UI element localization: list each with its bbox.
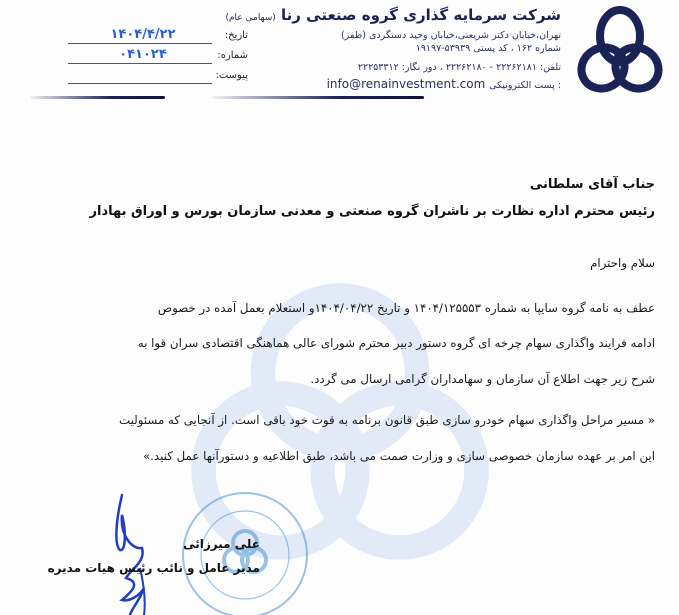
date-label: تاریخ: bbox=[224, 30, 248, 41]
paragraph1-line3: شرح زیر جهت اطلاع آن سازمان و سهامداران گرامی ارسال می گردد. bbox=[310, 372, 655, 386]
attachment-underline bbox=[68, 83, 212, 84]
date-value: ۱۴۰۴/۴/۲۲ bbox=[110, 27, 176, 42]
attachment-field bbox=[68, 70, 248, 88]
number-underline bbox=[68, 63, 212, 64]
date-field bbox=[68, 27, 248, 48]
recipient-name: جناب آقای سلطانی bbox=[529, 177, 655, 192]
paragraph1-line1: عطف به نامه گروه سایپا به شماره ۱۴۰۴/۱۲۵۵۵۳ و تاریخ ۱۴۰۴/۰۴/۲۲و استعلام بعمل آمده در خصوص bbox=[157, 301, 655, 315]
number-value: ۰۴۱۰۲۴ bbox=[119, 47, 167, 62]
email-label: پست الکترونیکی : bbox=[489, 80, 561, 91]
number-field bbox=[68, 47, 248, 68]
company-logo-icon bbox=[565, 2, 675, 102]
signatory-title: مدیر عامل و نائب رئیس هیات مدیره bbox=[47, 561, 260, 575]
paragraph1-line2: ادامه فرایند واگذاری سهام چرخه ای گروه دستور دبیر محترم شورای عالی هماهنگی اقتصادی سران قوا به bbox=[137, 336, 655, 350]
header-divider-left bbox=[30, 96, 165, 99]
paragraph2-line2: این امر بر عهده سازمان خصوصی سازی و وزارت صمت می باشد، طبق اطلاعیه و دستورآنها عمل کنید.» bbox=[142, 449, 655, 463]
address-line-2: شماره ۱۶۲ ، کد پستی ۵۳۹۳۹-۱۹۱۹۷ bbox=[415, 43, 561, 54]
number-label: شماره: bbox=[217, 50, 248, 61]
header-divider-right bbox=[212, 96, 424, 99]
address-line-1: تهران،خیابان دکتر شریعتی،خیابان وحید دستگردی (ظفر) bbox=[340, 30, 561, 41]
date-underline bbox=[68, 43, 212, 44]
recipient-title: رئیس محترم اداره نظارت بر ناشران گروه صنعتی و معدنی سازمان بورس و اوراق بهادار bbox=[89, 204, 655, 219]
email-address[interactable]: info@renainvestment.com bbox=[326, 77, 486, 91]
phone-line: تلفن: ۲۲۲۶۲۱۸۱ - ۲۲۲۶۲۱۸۰ ، دور نگار: ۲۲۲۵۳۳۱۲ bbox=[357, 62, 561, 73]
company-name-text: شرکت سرمایه گذاری گروه صنعتی رنا bbox=[281, 6, 561, 24]
paragraph2-line1: « مسیر مراحل واگذاری سهام خودرو سازی طبق قانون برنامه به قوت خود باقی است. از آنجایی که مسئولیت bbox=[119, 413, 655, 427]
email-line bbox=[327, 77, 561, 91]
greeting: سلام واحترام bbox=[590, 256, 655, 270]
signature-icon bbox=[100, 490, 170, 615]
attachment-label: پیوست: bbox=[215, 70, 248, 81]
company-type: (سهامی عام) bbox=[225, 13, 276, 23]
company-name bbox=[225, 6, 561, 24]
signatory-name: علی میرزائی bbox=[183, 537, 260, 551]
